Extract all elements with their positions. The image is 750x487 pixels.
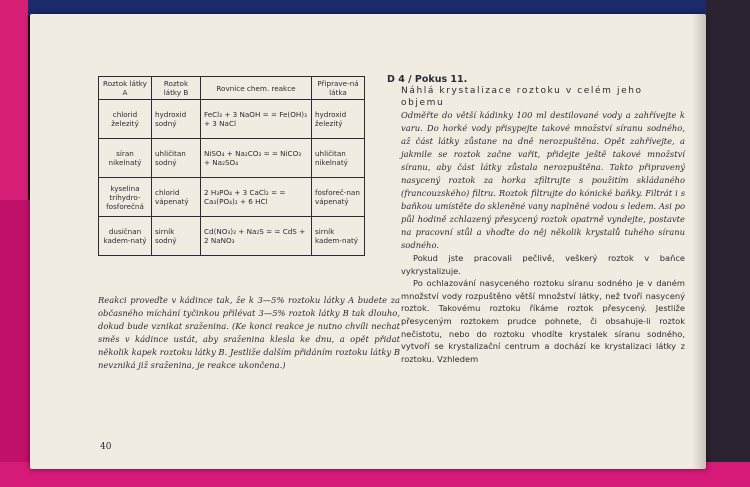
cell-equation: 2 H₃PO₄ + 3 CaCl₂ = = Ca₃(PO₄)₂ + 6 HCl: [201, 178, 312, 217]
table-row: [99, 139, 365, 178]
table-header-row: [99, 77, 365, 100]
cell-equation: Cd(NO₃)₂ + Na₂S = = CdS + 2 NaNO₃: [201, 217, 312, 256]
experiment-heading: D 4 / Pokus 11.: [387, 74, 468, 85]
cell-solution-b: uhličitan sodný: [152, 139, 201, 178]
cell-solution-b: chlorid vápenatý: [152, 178, 201, 217]
experiment-title: Náhlá krystalizace roztoku v celém jeho objemu: [401, 86, 643, 108]
page-number: 40: [100, 442, 112, 452]
explanation-paragraph: Po ochlazování nasyceného roztoku síranu sodného je v daném množství vody rozpuštěno větší množství látky, než tvoří nasycený roztok. Takovému roztoku říkáme roztok přesycený. Jestliže přesyceným roztokem prudce pohnete, či obsahuje-li roztok nečistotu, nebo do roztoku vhodíte krystalek síranu sodného, vytvoří se krystalizační centrum a dochází ke krystalizaci látky z roztoku. Vzhledem: [401, 278, 685, 364]
cell-product: uhličitan nikelnatý: [312, 139, 365, 178]
cell-solution-b: sirník sodný: [152, 217, 201, 256]
reaction-table: [98, 76, 365, 256]
left-column: [98, 76, 398, 256]
procedure-paragraph: Reakci proveďte v kádince tak, že k 3—5% roztoku látky A budete za občasného míchání tyčinkou přilévat 3—5% roztok látky B tak dlouho, dokud bude vznikat sraženina. (Ke konci reakce je nutno chvíli nechat směs v kádince ustát, aby sraženina klesla ke dnu, a opět přidat několik kapek roztoku látky B. Jestliže dalším přidáním roztoku látky B nevzniká již sraženina, je reakce ukončena.): [98, 295, 400, 370]
table-row: [99, 217, 365, 256]
result-paragraph: Pokud jste pracovali pečlivě, veškerý roztok v baňce vykrystalizuje.: [401, 253, 685, 276]
cell-equation: FeCl₃ + 3 NaOH = = Fe(OH)₃ + 3 NaCl: [201, 100, 312, 139]
cell-solution-a: dusičnan kadem-natý: [99, 217, 152, 256]
right-column: [387, 74, 685, 365]
cell-product: fosforeč-nan vápenatý: [312, 178, 365, 217]
book-page: [30, 14, 706, 469]
cell-solution-a: chlorid železitý: [99, 100, 152, 139]
cell-product: sirník kadem-natý: [312, 217, 365, 256]
cell-equation: NiSO₄ + Na₂CO₃ = = NiCO₃ + Na₂SO₄: [201, 139, 312, 178]
cell-product: hydroxid železitý: [312, 100, 365, 139]
header-equation: Rovnice chem. reakce: [201, 77, 312, 100]
background-right: [706, 0, 750, 487]
instructions-paragraph: Odměřte do větší kádinky 100 ml destilované vody a zahřívejte k varu. Do horké vody přisypejte takové množství síranu sodného, až část látky zůstane na dně nerozpuštěna. Opět zahřívejte, a jakmile se roztok začne vařit, přidejte ještě takové množství síranu, aby část látky zůstala nerozpuštěna. Takto připravený nasycený roztok za horka zfiltrujte s použitím skládaného (francouzského) filtru. Roztok filtrujte do kónické baňky. Filtrát i s baňkou umístěte do skleněné vany naplněné vodou s ledem. Asi po půl hodině zchlazený přesycený roztok opatrně vyndejte, postavte na pracovní stůl a vhoďte do něj několik krystalů tuhého síranu sodného.: [401, 110, 685, 250]
header-solution-b: Roztok látky B: [152, 77, 201, 100]
table-row: [99, 178, 365, 217]
table-row: [99, 100, 365, 139]
header-product: Připrave-ná látka: [312, 77, 365, 100]
cell-solution-a: síran nikelnatý: [99, 139, 152, 178]
cell-solution-a: kyselina trihydro-fosforečná: [99, 178, 152, 217]
header-solution-a: Roztok látky A: [99, 77, 152, 100]
cell-solution-b: hydroxid sodný: [152, 100, 201, 139]
